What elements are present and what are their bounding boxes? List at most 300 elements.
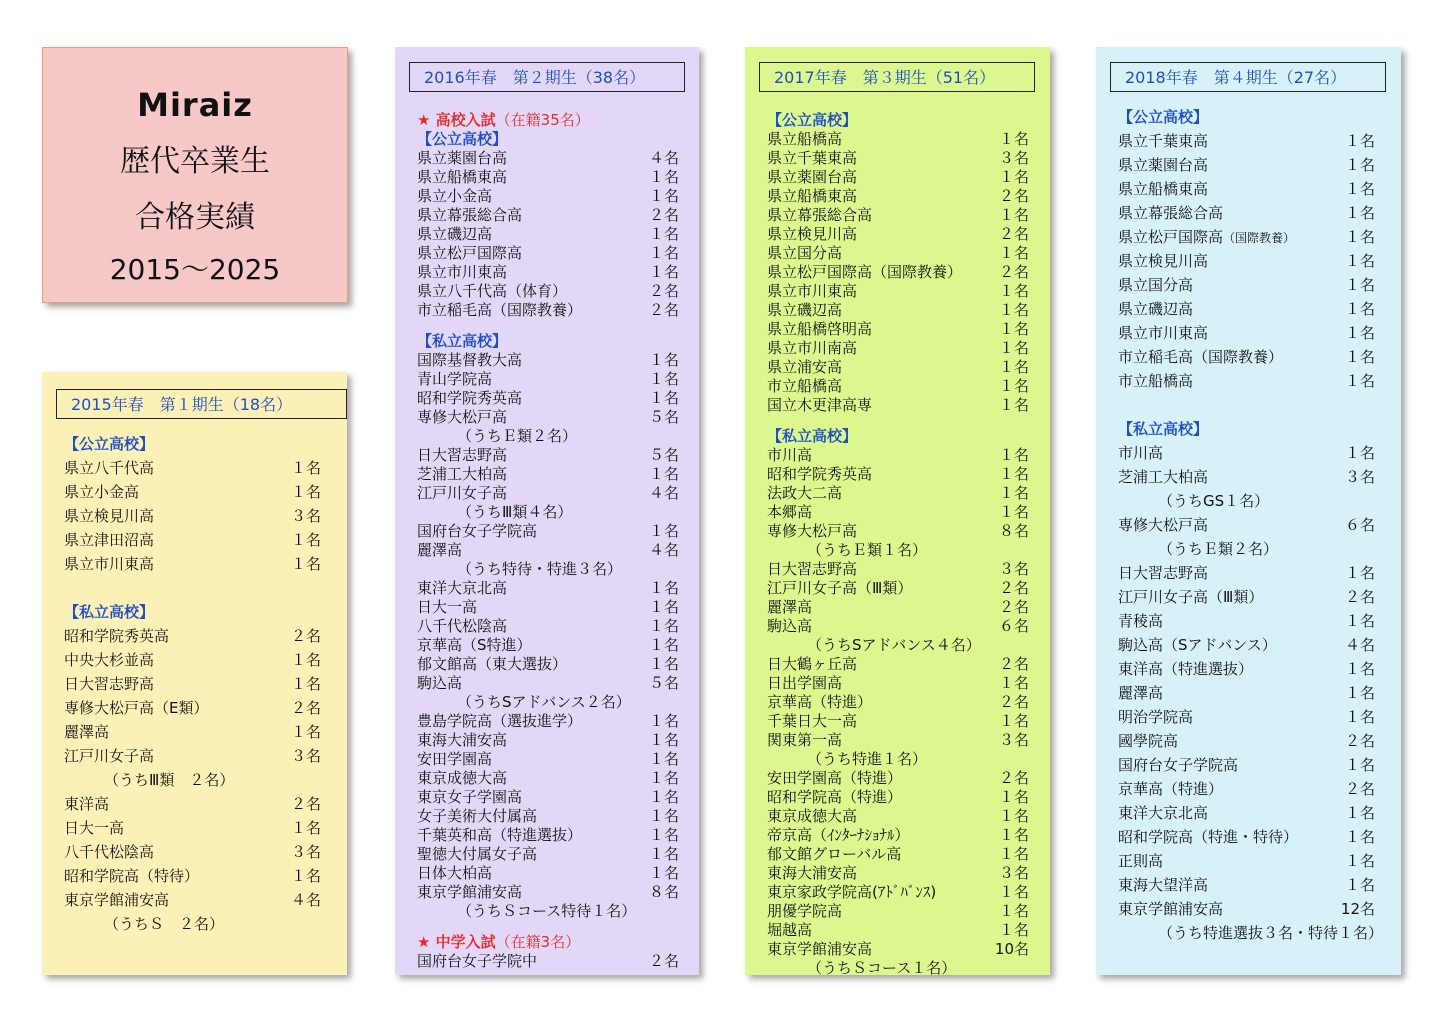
pass-count: １名 [1344,564,1375,582]
school-name: 江戸川女子高 [417,484,508,502]
school-row [1118,297,1375,321]
pass-count: ４名 [648,484,679,502]
pass-count: ３名 [998,560,1029,578]
school-name: 八千代松陰高 [64,843,155,861]
school-name: 日出学園高 [767,674,843,692]
school-name: 県立薬園台高 [1118,156,1209,174]
breakdown-note: （うちＳコース１名） [807,959,957,977]
school-row [64,696,321,720]
school-row [1118,777,1375,801]
pass-count: １名 [648,244,679,262]
pass-count: １名 [1344,804,1375,822]
school-row [1118,465,1375,489]
school-row [767,263,1029,282]
school-name: 江戸川女子高 [64,747,155,765]
school-row [417,731,679,750]
pass-count: １名 [998,446,1029,464]
school-row [767,446,1029,465]
school-row [1118,225,1375,249]
school-name: 國學院高 [1118,732,1179,750]
exam-category-label: ★ 中学入試 [417,933,496,951]
school-row [1118,681,1375,705]
brand-name: Miraiz [137,86,253,124]
pass-count: １名 [998,339,1029,357]
school-row [767,617,1029,636]
school-row [417,225,679,244]
school-name: 千葉英和高（特進選抜） [417,826,583,844]
school-name: 県立検見川高 [767,225,858,243]
school-row [417,750,679,769]
school-row [417,351,679,370]
school-name: 芝浦工大柏高 [417,465,508,483]
pass-count: １名 [998,826,1029,844]
pass-count: １名 [998,282,1029,300]
school-name: 東海大浦安高 [417,731,508,749]
school-row [767,282,1029,301]
pass-count: ５名 [648,408,679,426]
pass-count: ５名 [648,674,679,692]
school-row [64,840,321,864]
pass-count: ８名 [998,522,1029,540]
results-list [417,111,679,971]
pass-count: １名 [998,788,1029,806]
pass-count: １名 [648,731,679,749]
pass-count: １名 [998,465,1029,483]
school-name: 昭和学院高（特待） [64,867,200,885]
pass-count: ２名 [290,627,321,645]
pass-count: ４名 [1344,636,1375,654]
school-row [417,655,679,674]
school-row [767,940,1029,959]
school-row [767,244,1029,263]
pass-count: １名 [1344,228,1375,246]
school-name: 駒込高 [417,674,463,692]
pass-count: １名 [1344,324,1375,342]
school-row [767,206,1029,225]
school-name: 駒込高 [767,617,813,635]
school-row [417,769,679,788]
school-row [767,465,1029,484]
school-row [767,864,1029,883]
school-name: 日大習志野高 [64,675,155,693]
pass-count: １名 [998,130,1029,148]
pass-count: １名 [648,788,679,806]
pass-count: １名 [290,459,321,477]
school-row [417,952,679,971]
pass-count: １名 [648,370,679,388]
school-row [64,504,321,528]
school-name: 県立津田沼高 [64,531,155,549]
school-row [417,484,679,503]
school-name: 県立船橋東高 [1118,180,1209,198]
pass-count: １名 [998,883,1029,901]
pass-count: １名 [648,168,679,186]
school-row [1118,249,1375,273]
school-row [64,792,321,816]
pass-count: １名 [648,864,679,882]
school-name: 国府台女子学院高 [1118,756,1239,774]
school-name: 日大一高 [64,819,125,837]
school-name: 県立松戸国際高 [1118,228,1224,246]
school-row [417,845,679,864]
school-row [417,883,679,902]
pass-count: １名 [290,867,321,885]
school-row [767,358,1029,377]
school-row [1118,273,1375,297]
pass-count: １名 [648,187,679,205]
school-name: 市立稲毛高（国際教養） [417,301,583,319]
pass-count: １名 [648,769,679,787]
pass-count: １名 [290,651,321,669]
pass-count: ２名 [998,263,1029,281]
school-row [767,339,1029,358]
school-row [1118,561,1375,585]
panel-2015 [42,372,347,975]
pass-count: ２名 [1344,732,1375,750]
school-name: 県立船橋東高 [417,168,508,186]
spacer [1118,393,1375,417]
pass-count: ２名 [1344,588,1375,606]
pass-count: １名 [998,845,1029,863]
pass-count: １名 [648,826,679,844]
pass-count: １名 [1344,852,1375,870]
school-name: 江戸川女子高（Ⅲ類） [1118,588,1264,606]
school-row [767,130,1029,149]
pass-count: ３名 [1344,468,1375,486]
school-name: 県立船橋啓明高 [767,320,873,338]
school-row [1118,753,1375,777]
school-row [417,579,679,598]
breakdown-note: （うちGS１名） [1158,492,1270,510]
pass-count: ２名 [998,187,1029,205]
school-name: 県立磯辺高 [417,225,493,243]
school-name: 本郷高 [767,503,813,521]
panel-header: 2015年春 第１期生（18名） [56,389,347,419]
pass-count: １名 [998,358,1029,376]
pass-count: １名 [1344,876,1375,894]
pass-count: １名 [648,225,679,243]
school-name: 県立千葉東高 [767,149,858,167]
pass-count: １名 [1344,708,1375,726]
school-name: 東洋大京北高 [1118,804,1209,822]
school-name: 市立船橋高 [1118,372,1194,390]
school-row [1118,801,1375,825]
breakdown-note: （うち特進１名） [807,750,928,768]
spacer [64,576,321,600]
results-list [64,432,321,936]
school-row [417,408,679,427]
school-name: 駒込高（Sアドバンス） [1118,636,1277,654]
school-name: 県立幕張総合高 [767,206,873,224]
breakdown-note: （うち特待・特進３名） [457,560,623,578]
pass-count: ２名 [998,598,1029,616]
school-name: 県立市川東高 [64,555,155,573]
breakdown-note: （うちⅢ類 ２名） [104,771,235,789]
pass-count: ３名 [998,149,1029,167]
pass-count: １名 [1344,132,1375,150]
panel-2016 [395,47,699,975]
school-row [1118,633,1375,657]
pass-count: １名 [998,168,1029,186]
pass-count: １名 [1344,660,1375,678]
pass-count: ２名 [290,795,321,813]
pass-count: ４名 [290,891,321,909]
school-name: 法政大二高 [767,484,843,502]
panel-2017 [745,47,1050,975]
breakdown-note: （うちＥ類２名） [457,427,578,445]
school-row [417,168,679,187]
school-name: 県立市川東高 [767,282,858,300]
school-name: 堀越高 [767,921,813,939]
pass-count: ２名 [290,699,321,717]
results-list [1118,105,1384,945]
school-name: 市川高 [1118,444,1164,462]
school-name: 郁文館高（東大選抜） [417,655,568,673]
school-course-note: （国際教養） [1223,231,1296,245]
school-row [767,902,1029,921]
breakdown-note: （うちⅢ類４名） [457,503,573,521]
school-name: 青稜高 [1118,612,1164,630]
school-name: 八千代松陰高 [417,617,508,635]
school-name: 県立市川南高 [767,339,858,357]
school-row [1118,585,1375,609]
spacer [417,921,679,933]
school-row [64,648,321,672]
school-row [1118,441,1375,465]
pass-count: １名 [1344,156,1375,174]
pass-count: ２名 [998,225,1029,243]
school-name: 県立市川東高 [1118,324,1209,342]
school-row [767,149,1029,168]
pass-count: １名 [290,555,321,573]
school-row [1118,729,1375,753]
school-row [767,788,1029,807]
pass-count: ５名 [648,446,679,464]
school-row [767,598,1029,617]
school-row [1118,849,1375,873]
pass-count: ２名 [648,301,679,319]
school-name: 県立幕張総合高 [1118,204,1224,222]
school-name: 東京家政学院高(ｱﾄﾞﾊﾞﾝｽ) [767,883,937,901]
school-row [417,807,679,826]
pass-count: １名 [998,674,1029,692]
school-row [767,655,1029,674]
pass-count: 10名 [994,940,1029,958]
school-row [417,826,679,845]
school-row [64,888,321,912]
pass-count: ６名 [1344,516,1375,534]
pass-count: ２名 [648,952,679,970]
pass-count: ４名 [648,149,679,167]
pass-count: １名 [998,484,1029,502]
school-row [417,301,679,320]
school-name: 麗澤高 [1118,684,1164,702]
school-name: 市川高 [767,446,813,464]
exam-category-heading [417,111,679,130]
school-name: 日大習志野高 [1118,564,1209,582]
school-name: 東洋大京北高 [417,579,508,597]
school-name: 東洋高（特進選抜） [1118,660,1254,678]
school-name: 日体大柏高 [417,864,493,882]
title-line-1: 歴代卒業生 [120,144,270,179]
pass-count: １名 [1344,372,1375,390]
school-row [767,560,1029,579]
school-name: 県立磯辺高 [1118,300,1194,318]
school-name: 千葉日大一高 [767,712,858,730]
school-name: 聖徳大付属女子高 [417,845,538,863]
school-name: 日大一高 [417,598,478,616]
pass-count: ８名 [648,883,679,901]
school-row [64,864,321,888]
school-row [417,370,679,389]
pass-count: １名 [1344,180,1375,198]
school-name: 日大鶴ヶ丘高 [767,655,858,673]
school-row [767,301,1029,320]
school-row [767,320,1029,339]
pass-count: １名 [648,845,679,863]
pass-count: １名 [1344,252,1375,270]
school-row [767,168,1029,187]
pass-count: １名 [1344,444,1375,462]
title-line-2: 合格実績 [135,200,255,235]
school-name: 昭和学院秀英高 [64,627,170,645]
school-row [64,744,321,768]
pass-count: ２名 [998,655,1029,673]
school-row [417,263,679,282]
school-row [1118,873,1375,897]
school-row [767,826,1029,845]
section-heading: 【私立高校】 [767,427,858,445]
school-row [767,579,1029,598]
school-name: 県立船橋東高 [767,187,858,205]
school-name: 昭和学院秀英高 [767,465,873,483]
pass-count: １名 [1344,684,1375,702]
school-name: 専修大松戸高 [1118,516,1209,534]
pass-count: １名 [648,598,679,616]
pass-count: ２名 [648,206,679,224]
pass-count: ３名 [998,731,1029,749]
section-heading: 【公立高校】 [767,111,858,129]
school-row [64,528,321,552]
school-row [417,206,679,225]
pass-count: １名 [998,320,1029,338]
pass-count: １名 [1344,756,1375,774]
school-name: 昭和学院高（特進） [767,788,903,806]
pass-count: １名 [1344,300,1375,318]
exam-category-label: ★ 高校入試 [417,111,496,129]
school-row [64,672,321,696]
school-row [417,187,679,206]
school-row [767,503,1029,522]
school-row [767,712,1029,731]
school-row [1118,129,1375,153]
pass-count: １名 [1344,204,1375,222]
school-name: 安田学園高（特進） [767,769,903,787]
school-row [417,465,679,484]
pass-count: １名 [1344,348,1375,366]
school-row [64,480,321,504]
school-row [767,396,1029,415]
pass-count: ３名 [290,747,321,765]
school-name: 県立国分高 [1118,276,1194,294]
pass-count: １名 [648,807,679,825]
school-row [1118,345,1375,369]
school-row [417,712,679,731]
breakdown-note: （うちSアドバンス４名） [807,636,981,654]
school-name: 関東第一高 [767,731,843,749]
school-name: 帝京高（ｲﾝﾀｰﾅｼｮﾅﾙ） [767,826,910,844]
school-row [767,377,1029,396]
school-name: 県立国分高 [767,244,843,262]
pass-count: １名 [998,244,1029,262]
school-row [417,864,679,883]
pass-count: １名 [998,301,1029,319]
school-name: 県立浦安高 [767,358,843,376]
school-name: 東海大望洋高 [1118,876,1209,894]
school-row [1118,201,1375,225]
school-name: 県立小金高 [64,483,140,501]
school-name: 東京学館浦安高 [64,891,170,909]
school-name: 昭和学院高（特進・特待） [1118,828,1299,846]
panel-header: 2018年春 第４期生（27名） [1110,62,1386,92]
pass-count: １名 [648,636,679,654]
school-row [1118,369,1375,393]
school-row [1118,177,1375,201]
spacer [417,320,679,332]
school-row [767,921,1029,940]
breakdown-note: （うちＥ類２名） [1158,540,1279,558]
school-name: 芝浦工大柏高 [1118,468,1209,486]
breakdown-note: （うちSアドバンス２名） [457,693,631,711]
school-row [767,693,1029,712]
pass-count: １名 [290,723,321,741]
section-heading: 【私立高校】 [417,332,508,350]
school-row [767,883,1029,902]
school-name: 正則高 [1118,852,1164,870]
pass-count: 12名 [1340,900,1375,918]
school-row [64,624,321,648]
section-heading: 【私立高校】 [1118,420,1209,438]
school-row [417,389,679,408]
title-card [42,47,348,303]
school-name: 県立松戸国際高（国際教養） [767,263,963,281]
school-name: 県立八千代高（体育） [417,282,568,300]
school-row [1118,609,1375,633]
school-row [417,244,679,263]
breakdown-note: （うちＥ類１名） [807,541,928,559]
school-name: 県立薬園台高 [417,149,508,167]
pass-count: １名 [648,655,679,673]
school-name: 県立幕張総合高 [417,206,523,224]
school-row [1118,321,1375,345]
pass-count: １名 [1344,612,1375,630]
school-name: 東京学館浦安高 [1118,900,1224,918]
school-name: 国立木更津高専 [767,396,873,414]
pass-count: １名 [1344,828,1375,846]
pass-count: １名 [648,522,679,540]
school-name: 市立稲毛高（国際教養） [1118,348,1284,366]
breakdown-note: （うちＳコース特待１名） [457,902,637,920]
school-row [1118,825,1375,849]
pass-count: １名 [998,206,1029,224]
school-name: 県立船橋高 [767,130,843,148]
school-row [417,788,679,807]
school-name: 東京成徳大高 [417,769,508,787]
school-name: 東京女子学園高 [417,788,523,806]
school-row [417,636,679,655]
pass-count: ３名 [290,843,321,861]
pass-count: １名 [998,396,1029,414]
